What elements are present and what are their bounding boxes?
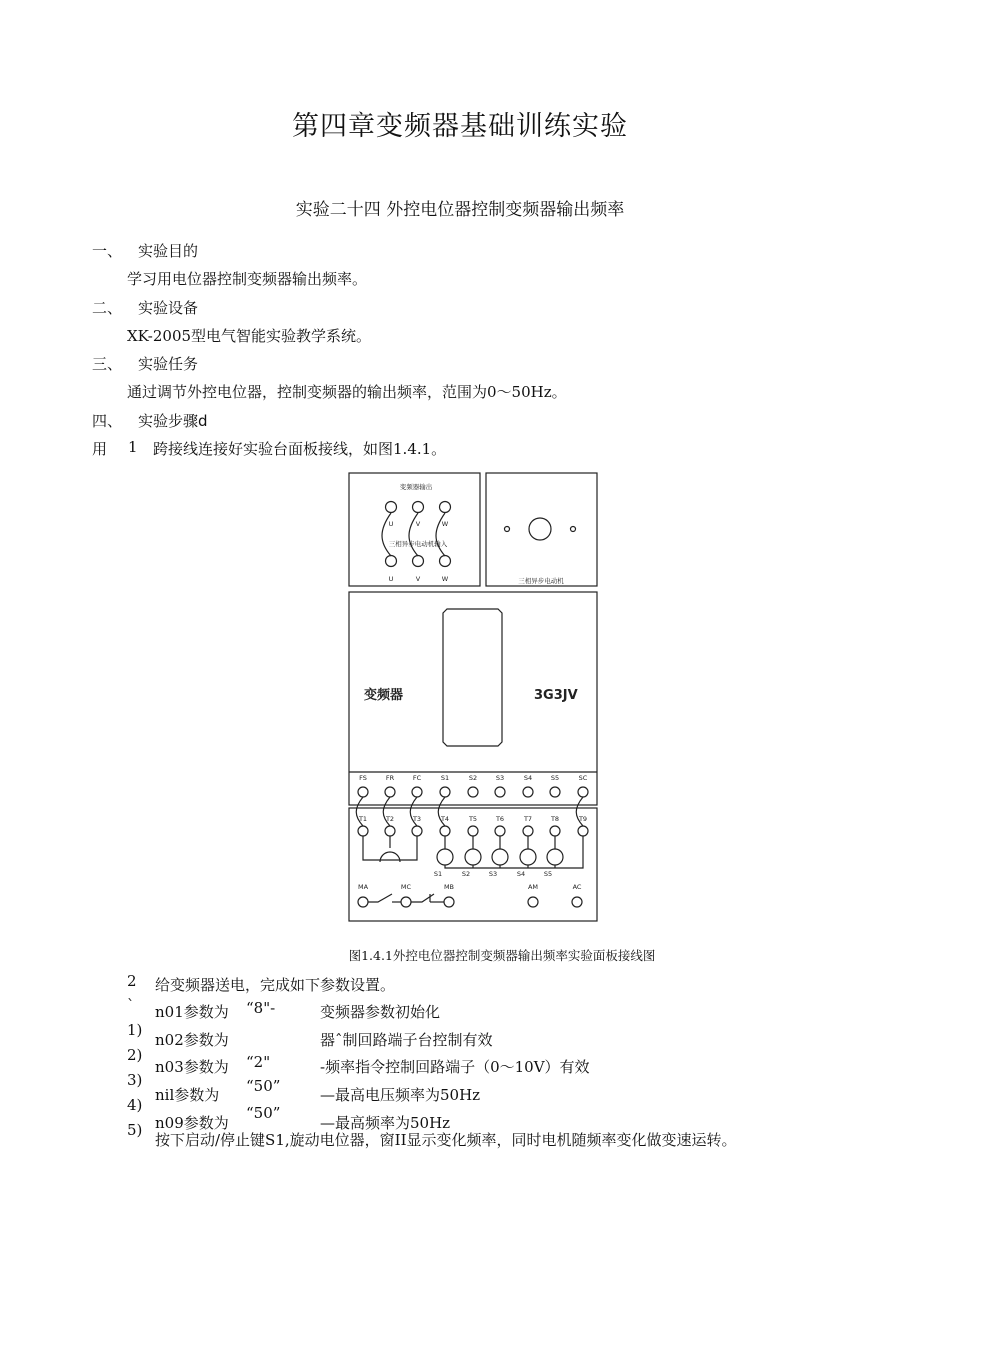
diagram-label: T1: [358, 815, 368, 823]
diagram-label: U: [388, 575, 394, 583]
section-body: 通过调节外控电位器，控制变频器的输出频率，范围为0～50Hz。: [127, 383, 567, 401]
diagram-label: W: [441, 520, 449, 528]
list-marker: 2): [127, 1046, 143, 1064]
diagram-label: S5: [543, 870, 553, 878]
motor-bolt-icon: [505, 527, 510, 532]
diagram-label: S3: [488, 870, 498, 878]
motor-shaft-icon: [529, 518, 551, 540]
diagram-label: S1: [433, 870, 443, 878]
motor-bolt-icon: [571, 527, 576, 532]
diagram-label: SC: [578, 774, 588, 782]
experiment-title: 实验二十四 外控电位器控制变频器输出频率: [295, 200, 625, 220]
diagram-label: U: [388, 520, 394, 528]
diagram-label: S4: [523, 774, 533, 782]
diagram-label: AM: [527, 883, 539, 891]
section-number: 一、: [92, 242, 123, 260]
diagram-label: V: [415, 520, 421, 528]
diagram-label: W: [441, 575, 449, 583]
diagram-label: S4: [516, 870, 526, 878]
param-desc: —最高频率为50Hz: [320, 1114, 451, 1132]
param-value: “8"-: [246, 999, 276, 1017]
diagram-label: S2: [468, 774, 478, 782]
figure-caption: 图1.4.1外控电位器控制变频器输出频率实验面板接线图: [348, 948, 656, 963]
list-marker: `: [127, 996, 135, 1014]
inverter-body-outline: [443, 609, 502, 746]
step-number: 2: [127, 972, 137, 990]
step-prefix: 用: [92, 440, 108, 458]
param-desc: -频率指令控制回路端子（0～10V）有效: [320, 1058, 590, 1076]
list-marker: 1): [127, 1021, 143, 1039]
diagram-label: 三相异步电动机输入: [388, 540, 448, 548]
motor-panel: [486, 473, 597, 586]
diagram-label: 三相异步电动机: [518, 577, 564, 585]
section-body: XK-2005型电气智能实验教学系统。: [127, 327, 372, 345]
diagram-label: AC: [572, 883, 582, 891]
diagram-label: T7: [523, 815, 533, 823]
section-number: 二、: [92, 299, 123, 317]
inverter-name: 变频器: [364, 688, 404, 703]
param-name: n09参数为: [155, 1114, 229, 1132]
param-name: n01参数为: [155, 1003, 229, 1021]
step-number: 1: [128, 438, 138, 456]
diagram-label: MB: [443, 883, 455, 891]
diagram-label: MC: [400, 883, 412, 891]
section-title: 实验设备: [138, 299, 199, 317]
diagram-label: S1: [440, 774, 450, 782]
diagram-label: FS: [359, 774, 367, 782]
section-title: 实验步骤d: [138, 412, 208, 430]
diagram-label: FC: [412, 774, 422, 782]
list-marker: 3): [127, 1071, 143, 1089]
diagram-label: T4: [440, 815, 450, 823]
step-text: 给变频器送电，完成如下参数设置。: [155, 976, 396, 994]
diagram-label: T6: [495, 815, 505, 823]
param-desc: 器ˆ制回路端子台控制有效: [320, 1031, 493, 1049]
param-name: nil参数为: [155, 1086, 220, 1104]
diagram-label: MA: [357, 883, 369, 891]
section-number: 三、: [92, 355, 123, 373]
diagram-label: FR: [385, 774, 395, 782]
diagram-label: T9: [578, 815, 588, 823]
param-name: n03参数为: [155, 1058, 229, 1076]
param-value: “2": [246, 1053, 271, 1071]
section-body: 学习用电位器控制变频器输出频率。: [127, 270, 368, 288]
diagram-label: 变频器输出: [399, 483, 433, 491]
diagram-label: V: [415, 575, 421, 583]
param-desc: —最高电压频率为50Hz: [320, 1086, 481, 1104]
param-desc: 变频器参数初始化: [320, 1003, 441, 1021]
param-value: “50”: [246, 1077, 281, 1095]
wiring-diagram: [346, 470, 600, 924]
diagram-label: T8: [550, 815, 560, 823]
chapter-title: 第四章变频器基础训练实验: [292, 111, 628, 142]
list-marker: 4): [127, 1096, 143, 1114]
list-marker: 5): [127, 1121, 143, 1139]
step-text: 跨接线连接好实验台面板接线，如图1.4.1。: [153, 440, 447, 458]
step-text: 按下启动/停止键S1,旋动电位器，窗II显示变化频率，同时电机随频率变化做变速运转。: [155, 1131, 737, 1149]
diagram-label: S5: [550, 774, 560, 782]
param-name: n02参数为: [155, 1031, 229, 1049]
diagram-label: T5: [468, 815, 478, 823]
section-title: 实验目的: [138, 242, 199, 260]
inverter-model: 3G3JV: [534, 688, 578, 703]
diagram-label: T2: [385, 815, 395, 823]
diagram-label: S2: [461, 870, 471, 878]
param-value: “50”: [246, 1104, 281, 1122]
section-number: 四、: [92, 412, 123, 430]
diagram-label: T3: [412, 815, 422, 823]
diagram-label: S3: [495, 774, 505, 782]
section-title: 实验任务: [138, 355, 199, 373]
